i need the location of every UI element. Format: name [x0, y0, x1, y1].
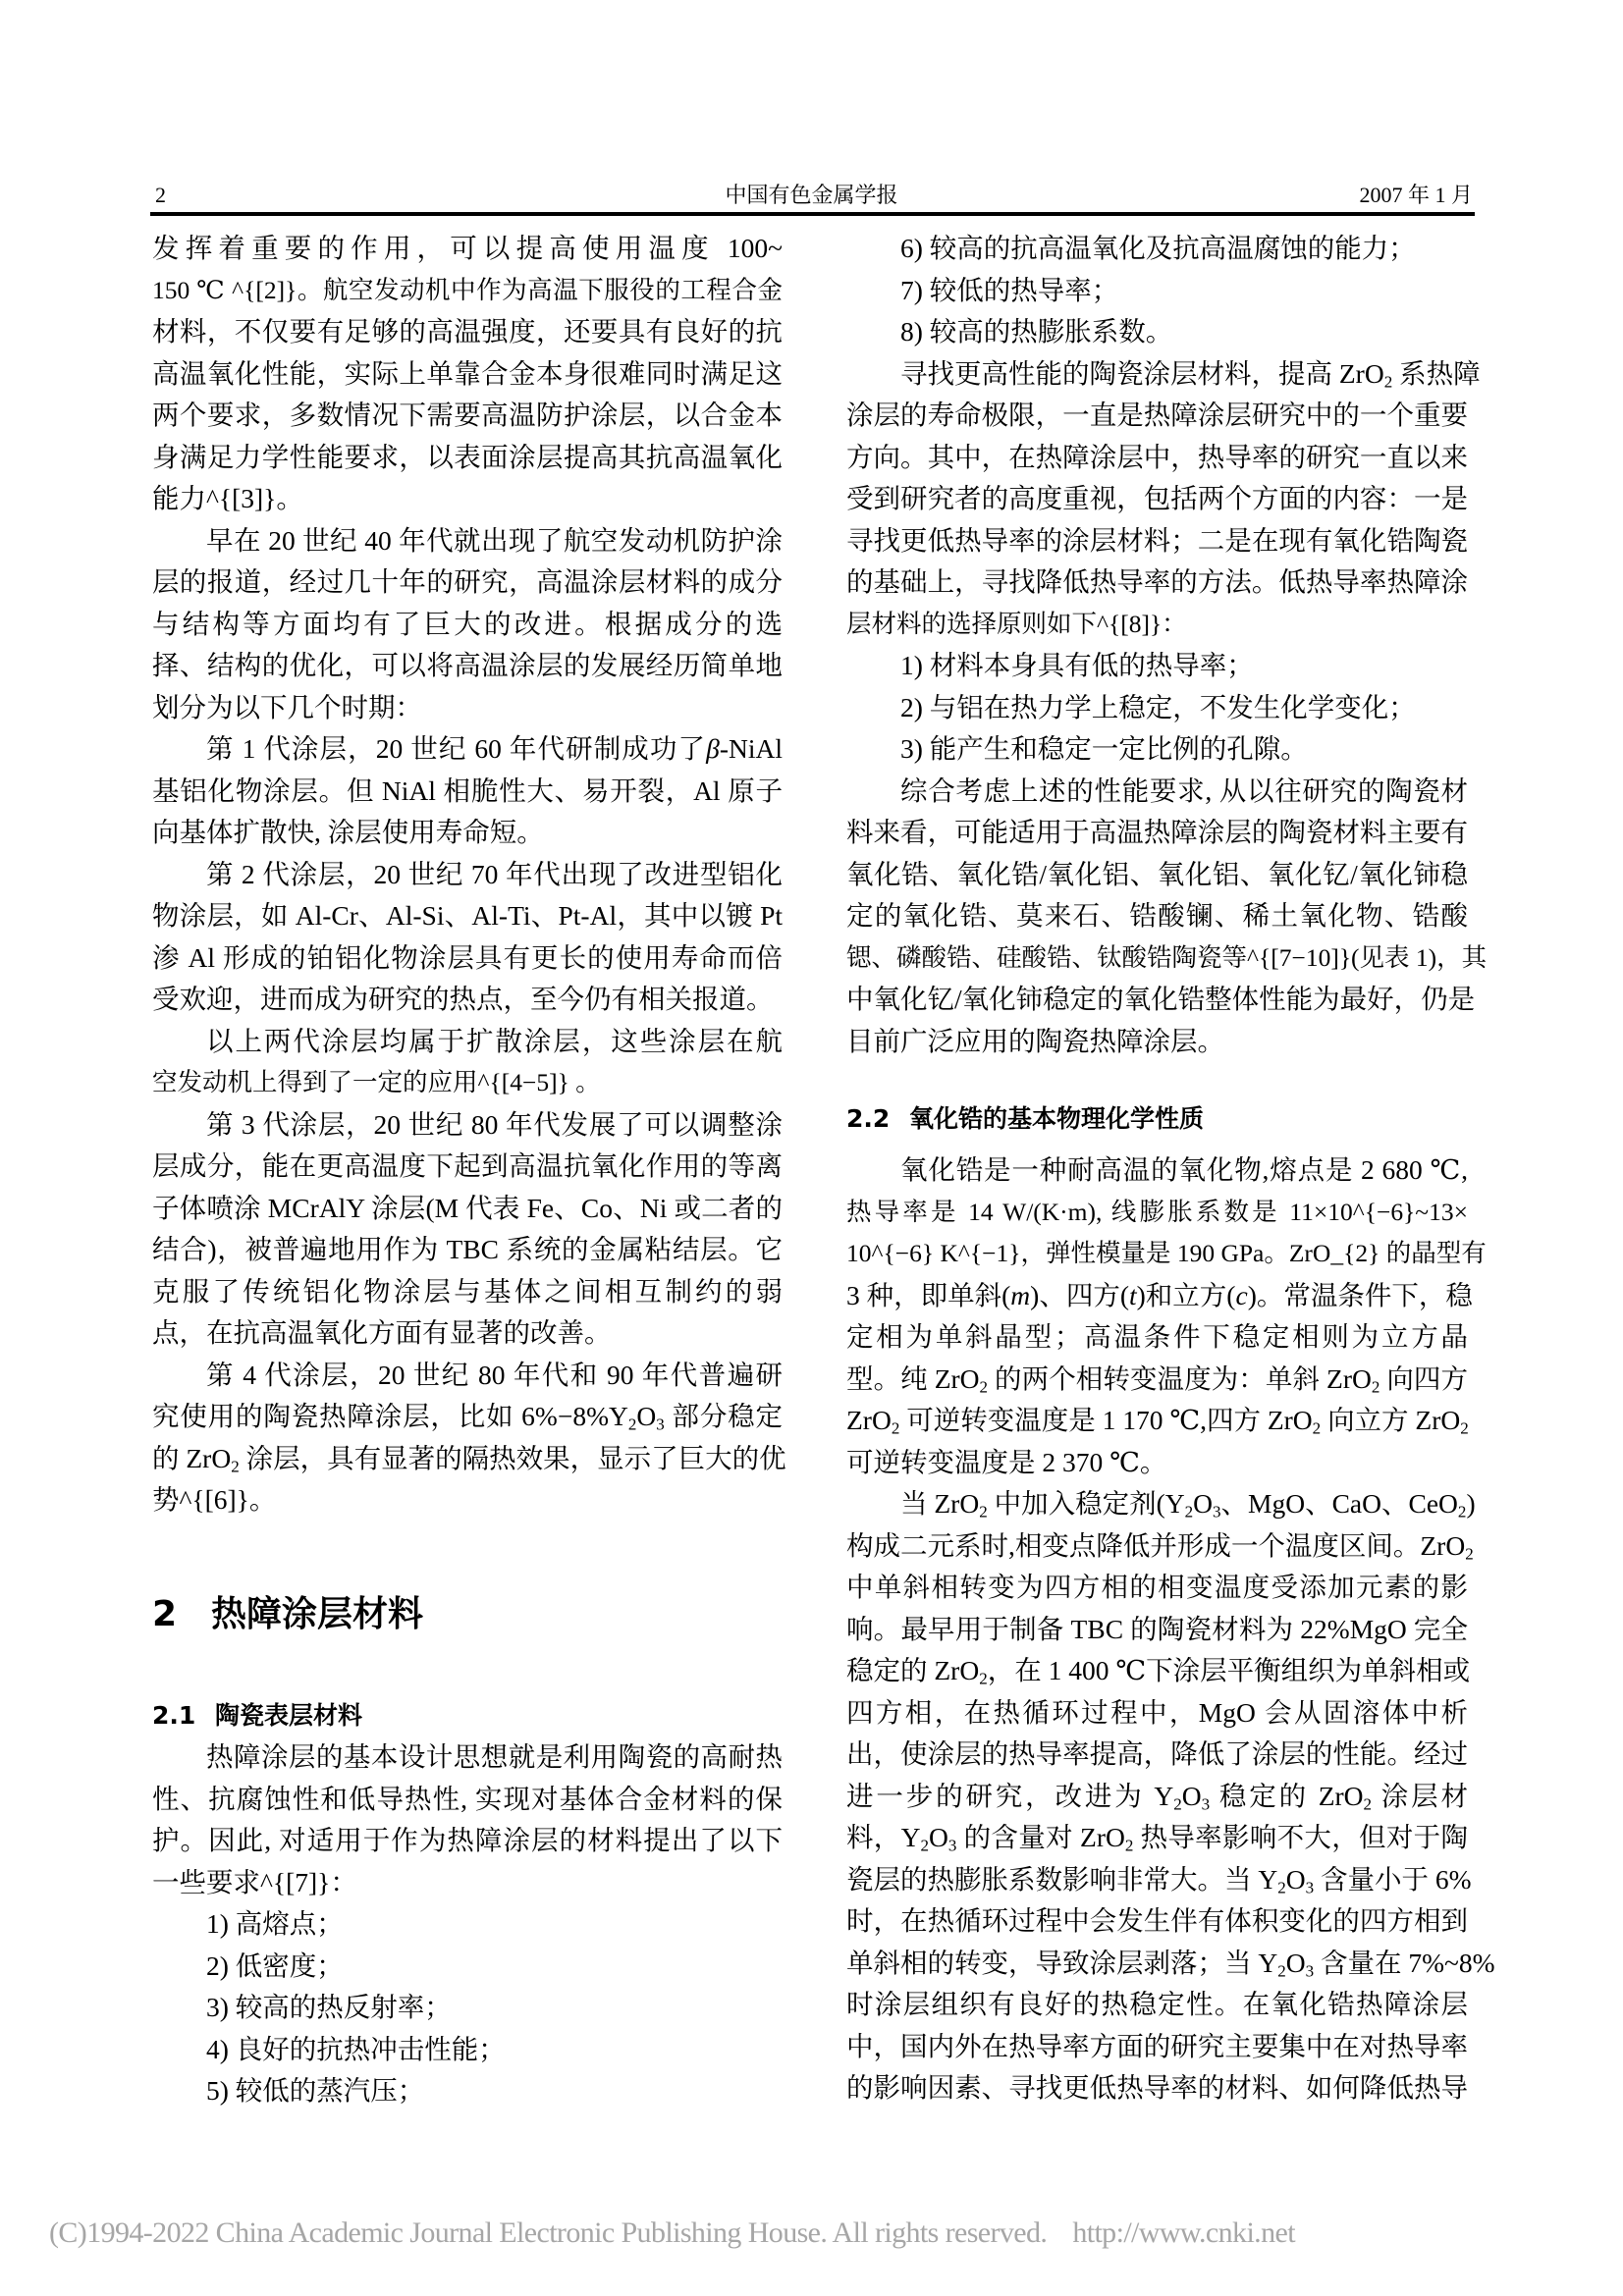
- text-line: 两个要求，多数情况下需要高温防护涂层，以合金本: [152, 400, 783, 430]
- text-line: 料来看，可能适用于高温热障涂层的陶瓷材料主要有: [846, 817, 1468, 847]
- text-line: 稳定的 ZrO$_2$，在 1 400 ℃下涂层平衡组织为单斜相或: [846, 1655, 1471, 1688]
- header-rule: [150, 212, 1475, 216]
- journal-title: 中国有色金属学报: [725, 183, 898, 207]
- text-line: 氧化锆是一种耐高温的氧化物,熔点是 2 680 ℃,: [900, 1154, 1468, 1185]
- text-line: 究使用的陶瓷热障涂层，比如 $6\%-8\%Y_2O_3$ 部分稳定: [152, 1401, 784, 1434]
- text-line: 热导率是 14 W/(K·m), 线膨胀系数是 11×10^{−6}~13×: [846, 1197, 1468, 1226]
- subsection-title: 氧化锆的基本物理化学性质: [909, 1104, 1205, 1133]
- text-line: 2) 与铝在热力学上稳定，不发生化学变化；: [900, 691, 1416, 722]
- text-line: 第 2 代涂层，20 世纪 70 年代出现了改进型铝化: [206, 858, 783, 889]
- text-line: 层成分，能在更高温度下起到高温抗氧化作用的等离: [152, 1150, 783, 1181]
- section-heading-2: [152, 1592, 423, 1637]
- text-line: 料，$Y_2O_3$ 的含量对 ZrO$_2$ 热导率影响不大，但对于陶: [846, 1822, 1468, 1855]
- text-line: 瓷层的热膨胀系数影响非常大。当 $Y_2O_3$ 含量小于 6%: [846, 1863, 1472, 1896]
- section-number: 2: [152, 1594, 178, 1634]
- left-column-body-1: [152, 228, 786, 1522]
- text-line: 点，在抗高温氧化方面有显著的改善。: [152, 1317, 612, 1348]
- text-line: 1) 高熔点；: [206, 1908, 344, 1939]
- subsection-heading-2-2: [846, 1103, 1204, 1135]
- copyright-text: (C)1994-2022 China Academic Journal Electronic Publishing House. All rights reserved.: [49, 2216, 1048, 2249]
- footer-url[interactable]: http://www.cnki.net: [1072, 2216, 1295, 2249]
- text-line: 3 种，即单斜(m)、四方(t)和立方(c)。常温条件下，稳: [846, 1279, 1473, 1310]
- text-line: 锶、磷酸锆、硅酸锆、钛酸锆陶瓷等^{[7−10]}(见表 1)，其: [846, 942, 1488, 972]
- text-line: 热障涂层的基本设计思想就是利用陶瓷的高耐热: [206, 1741, 783, 1772]
- text-line: 进一步的研究，改进为 $Y_2O_3$ 稳定的 ZrO$_2$ 涂层材: [846, 1780, 1469, 1813]
- text-line: 与结构等方面均有了巨大的改进。根据成分的选: [152, 608, 783, 639]
- copyright-footer: [49, 2215, 1295, 2252]
- section-title: 热障涂层材料: [211, 1594, 424, 1634]
- text-line: 身满足力学性能要求，以表面涂层提高其抗高温氧化: [152, 441, 783, 472]
- text-line: 受欢迎，进而成为研究的热点，至今仍有相关报道。: [152, 984, 774, 1014]
- text-line: 材料，不仅要有足够的高温强度，还要具有良好的抗: [152, 316, 783, 347]
- text-line: 受到研究者的高度重视，包括两个方面的内容：一是: [846, 483, 1468, 513]
- text-line: 子体喷涂 MCrAlY 涂层(M 代表 Fe、Co、Ni 或二者的: [152, 1192, 783, 1223]
- subsection-number: 2.1: [152, 1701, 196, 1730]
- text-line: 3) 能产生和稳定一定比例的孔隙。: [900, 733, 1308, 764]
- text-line: 6) 较高的抗高温氧化及抗高温腐蚀的能力；: [900, 233, 1416, 263]
- text-line: 中氧化钇/氧化铈稳定的氧化锆整体性能为最好，仍是: [846, 984, 1476, 1014]
- text-line: 性、抗腐蚀性和低导热性, 实现对基体合金材料的保: [152, 1783, 783, 1814]
- text-line: 8) 较高的热膨胀系数。: [900, 316, 1173, 347]
- text-line: 早在 20 世纪 40 年代就出现了航空发动机防护涂: [206, 524, 783, 556]
- text-line: 第 3 代涂层，20 世纪 80 年代发展了可以调整涂: [206, 1108, 783, 1140]
- text-line: 第 1 代涂层，20 世纪 60 年代研制成功了β-NiAl: [206, 733, 783, 764]
- text-line: 的影响因素、寻找更低热导率的材料、如何降低热导: [846, 2072, 1468, 2103]
- text-line: 层的报道，经过几十年的研究，高温涂层材料的成分: [152, 566, 783, 597]
- text-line: 以上两代涂层均属于扩散涂层，这些涂层在航: [206, 1025, 783, 1056]
- text-line: 时，在热循环过程中会发生伴有体积变化的四方相到: [846, 1905, 1468, 1936]
- text-line: 可逆转变温度是 2 370 ℃。: [846, 1446, 1167, 1477]
- text-line: 型。纯 ZrO$_2$ 的两个相转变温度为：单斜 ZrO$_2$ 向四方: [846, 1362, 1468, 1396]
- text-line: 150 ℃ ^{[2]}。航空发动机中作为高温下服役的工程合金: [152, 275, 783, 304]
- text-line: 划分为以下几个时期：: [152, 691, 422, 722]
- text-line: 的 ZrO$_2$ 涂层，具有显著的隔热效果，显示了巨大的优: [152, 1442, 786, 1475]
- text-line: 当 ZrO$_2$ 中加入稳定剂($Y_2O_3$、MgO、CaO、CeO$_2$): [900, 1488, 1476, 1522]
- text-line: 单斜相的转变，导致涂层剥落；当 $Y_2O_3$ 含量在 7%~8%: [846, 1947, 1495, 1980]
- text-line: 四方相，在热循环过程中，MgO 会从固溶体中析: [846, 1696, 1468, 1728]
- text-line: 第 4 代涂层，20 世纪 80 年代和 90 年代普遍研: [206, 1359, 783, 1390]
- text-line: 的基础上，寻找降低热导率的方法。低热导率热障涂: [846, 566, 1468, 597]
- text-line: 一些要求^{[7]}：: [152, 1866, 357, 1897]
- text-line: 涂层的寿命极限，一直是热障涂层研究中的一个重要: [846, 400, 1468, 430]
- text-line: 渗 Al 形成的铂铝化物涂层具有更长的使用寿命而倍: [152, 941, 783, 973]
- text-line: 层材料的选择原则如下^{[8]}：: [846, 609, 1187, 638]
- text-line: 2) 低密度；: [206, 1949, 344, 1981]
- text-line: 10^{−6} K^{−1}，弹性模量是 190 GPa。ZrO_{2} 的晶型有: [846, 1239, 1487, 1267]
- text-line: 克服了传统铝化物涂层与基体之间相互制约的弱: [152, 1275, 783, 1307]
- text-line: 定的氧化锆、莫来石、锆酸镧、稀土氧化物、锆酸: [846, 900, 1468, 931]
- page-number: 2: [155, 183, 166, 207]
- text-line: 向基体扩散快, 涂层使用寿命短。: [152, 817, 544, 847]
- text-line: 氧化锆、氧化锆/氧化铝、氧化铝、氧化钇/氧化铈稳: [846, 858, 1468, 889]
- text-line: 物涂层，如 Al-Cr、Al-Si、Al-Ti、Pt-Al，其中以镀 Pt: [152, 900, 783, 931]
- text-line: 基铝化物涂层。但 NiAl 相脆性大、易开裂，Al 原子: [152, 774, 783, 806]
- subsection-title: 陶瓷表层材料: [215, 1701, 363, 1730]
- text-line: 目前广泛应用的陶瓷热障涂层。: [846, 1025, 1224, 1056]
- text-line: 寻找更高性能的陶瓷涂层材料，提高 ZrO$_2$ 系热障: [900, 357, 1481, 391]
- subsection-heading-2-1: [152, 1700, 362, 1732]
- text-line: 综合考虑上述的性能要求, 从以往研究的陶瓷材: [900, 774, 1468, 806]
- text-line: 时涂层组织有良好的热稳定性。在氧化锆热障涂层: [846, 1989, 1468, 2019]
- text-line: 7) 较低的热导率；: [900, 274, 1119, 305]
- text-line: 中单斜相转变为四方相的相变温度受添加元素的影: [846, 1572, 1468, 1602]
- text-line: 中，国内外在热导率方面的研究主要集中在对热导率: [846, 2030, 1468, 2061]
- text-line: 4) 良好的抗热冲击性能；: [206, 2033, 506, 2064]
- text-line: ZrO$_2$ 可逆转变温度是 1 170 ℃,四方 ZrO$_2$ 向立方 ZrO$_2$: [846, 1405, 1469, 1438]
- text-line: 发挥着重要的作用，可以提高使用温度 100~: [152, 233, 783, 263]
- text-line: 定相为单斜晶型；高温条件下稳定相则为立方晶: [846, 1321, 1468, 1352]
- text-line: 5) 较低的蒸汽压；: [206, 2075, 425, 2106]
- left-column-body-2: [152, 1736, 783, 2112]
- text-line: 能力^{[3]}。: [152, 483, 303, 513]
- text-line: 响。最早用于制备 TBC 的陶瓷材料为 22%MgO 完全: [846, 1613, 1468, 1644]
- text-line: 势^{[6]}。: [152, 1484, 277, 1515]
- text-line: 构成二元系时,相变点降低并形成一个温度区间。ZrO$_2$: [846, 1529, 1474, 1563]
- subsection-number: 2.2: [846, 1104, 891, 1133]
- issue-date: 2007 年 1 月: [1359, 183, 1473, 207]
- text-line: 空发动机上得到了一定的应用^{[4−5]} 。: [152, 1068, 601, 1096]
- text-line: 3) 较高的热反射率；: [206, 1992, 452, 2022]
- text-line: 1) 材料本身具有低的热导率；: [900, 650, 1254, 680]
- right-column-body-1: [846, 228, 1488, 1062]
- text-line: 寻找更低热导率的涂层材料；二是在现有氧化锆陶瓷: [846, 524, 1468, 556]
- text-line: 择、结构的优化，可以将高温涂层的发展经历简单地: [152, 650, 783, 680]
- text-line: 方向。其中，在热障涂层中，热导率的研究一直以来: [846, 441, 1468, 472]
- text-line: 高温氧化性能，实际上单靠合金本身很难同时满足这: [152, 357, 783, 389]
- text-line: 结合)，被普遍地用作为 TBC 系统的金属粘结层。它: [152, 1234, 783, 1264]
- text-line: 护。因此, 对适用于作为热障涂层的材料提出了以下: [152, 1825, 783, 1855]
- text-line: 出，使涂层的热导率提高，降低了涂层的性能。经过: [846, 1738, 1468, 1769]
- right-column-body-2: [846, 1149, 1495, 2109]
